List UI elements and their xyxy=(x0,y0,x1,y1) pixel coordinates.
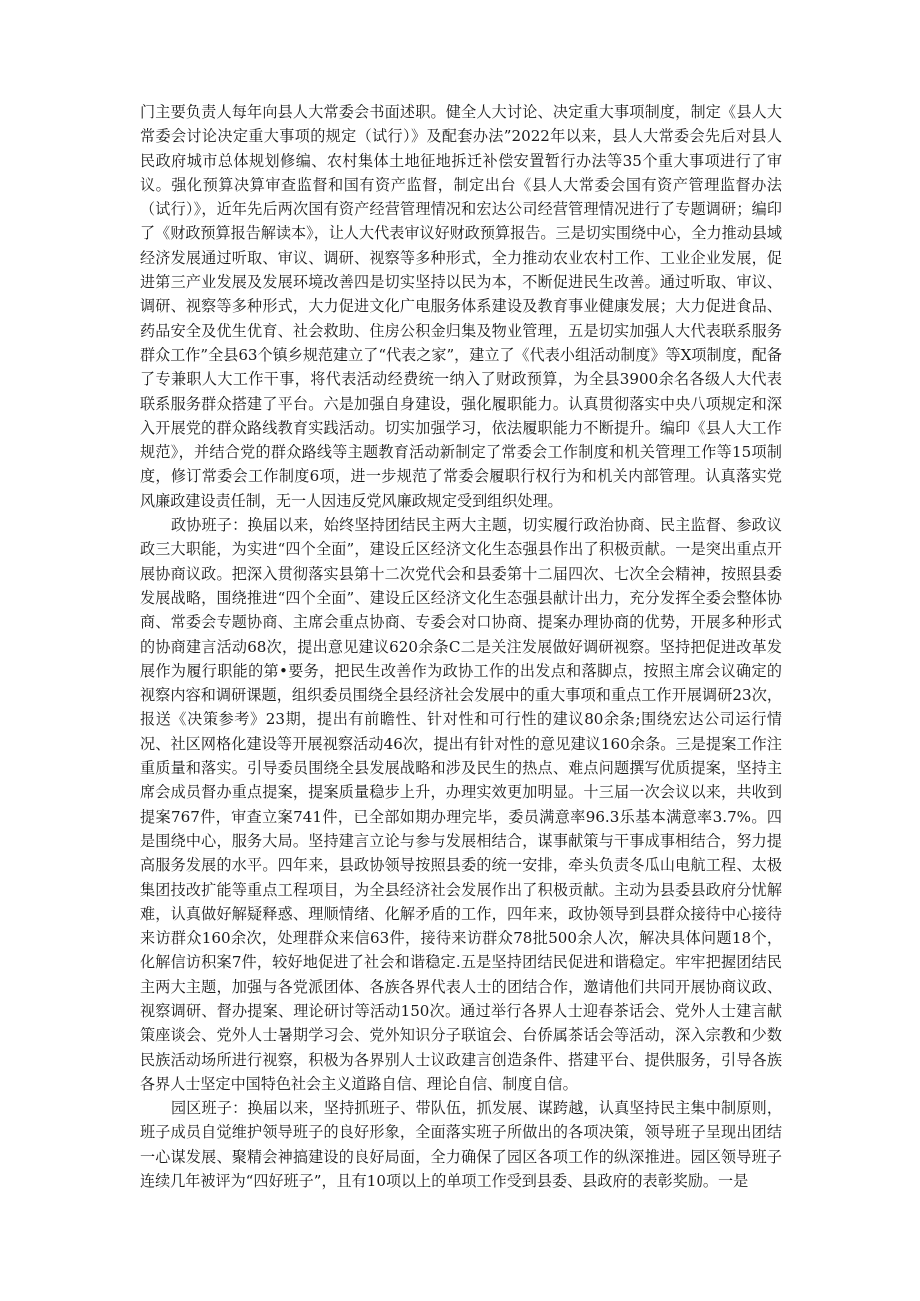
paragraph-cppcc-team: 政协班子：换届以来，始终坚持团结民主两大主题，切实履行政治协商、民主监督、参政议政三大职能，为实进“四个全面”，建设丘区经济文化生态强县作出了积极贡献。一是突出重点开展协商议政。把深入贯彻落实县第十二次党代会和县委第十二届四次、七次全会精神，按照县委发展战略，围绕推进“四个全面”、建设丘区经济文化生态强县献计出力，充分发挥全委会整体协商、常委会专题协商、主席会重点协商、专委会对口协商、提案办理协商的优势，开展多种形式的协商建言活动68次，提出意见建议620余条C二是关注发展做好调研视察。坚持把促进改革发展作为履行职能的第•要务，把民生改善作为政协工作的出发点和落脚点，按照主席会议确定的视察内容和调研课题，组织委员围绕全县经济社会发展中的重大事项和重点工作开展调研23次，报送《决策参考》23期，提出有前瞻性、针对性和可行性的建议80余条;围绕宏达公司运行情况、社区网格化建设等开展视察活动46次，提出有针对性的意见建议160余条。三是提案工作注重质量和落实。引导委员围绕全县发展战略和涉及民生的热点、难点问题撰写优质提案，坚持主席会成员督办重点提案，提案质量稳步上升，办理实效更加明显。十三届一次会议以来，共收到提案767件，审查立案741件，已全部如期办理完毕，委员满意率96.3乐基本满意率3.7%。四是围绕中心，服务大局。坚持建言立论与参与发展相结合，谋事献策与干事成事相结合，努力提高服务发展的水平。四年来，县政协领导按照县委的统一安排，牵头负责冬瓜山电航工程、太极集团技改扩能等重点工程项目，为全县经济社会发展作出了积极贡献。主动为县委县政府分忧解难，认真做好解疑释惑、理顺情绪、化解矛盾的工作，四年来，政协领导到县群众接待中心接待来访群众160余次，处理群众来信63件，接待来访群众78批500余人次，解决具体问题18个，化解信访积案7件，较好地促进了社会和谐稳定.五是坚持团结民促进和谐稳定。牢牢把握团结民主两大主题，加强与各党派团体、各族各界代表人士的团结合作，邀请他们共同开展协商议政、视察调研、督办提案、理论研讨等活动150次。通过举行各界人士迎春茶话会、党外人士建言献策座谈会、党外人士暑期学习会、党外知识分子联谊会、台侨属茶话会等活动，深入宗教和少数民族活动场所进行视察，积极为各界别人士议政建言创造条件、搭建平台、提供服务，引导各族各界人士坚定中国特色社会主义道路自信、理论自信、制度自信。 xyxy=(140,516,783,1093)
paragraph-park-team: 园区班子：换届以来，坚持抓班子、带队伍，抓发展、谋跨越，认真坚持民主集中制原则，班子成员自觉维护领导班子的良好形象，全面落实班子所做出的各项决策，领导班子呈现出团结一心谋发展、聚精会神搞建设的良好局面，全力确保了园区各项工作的纵深推进。园区领导班子连续几年被评为“四好班子”，且有10项以上的单项工作受到县委、县政府的表彰奖励。一是 xyxy=(140,1099,782,1191)
paragraph-npc-committee: 门主要负责人每年向县人大常委会书面述职。健全人大讨论、决定重大事项制度，制定《县人大常委会讨论决定重大事项的规定（试行）》及配套办法”2022年以来，县人大常委会先后对县人民政府城市总体规划修编、农村集体土地征地拆迁补偿安置暂行办法等35个重大事项进行了审议。强化预算决算审查监督和国有资产监督，制定出台《县人大常委会国有资产管理监督办法（试行）》，近年先后两次国有资产经营管理情况和宏达公司经营管理情况进行了专题调研；编印了《财政预算报告解读本》，让人大代表审议好财政预算报告。三是切实围绕中心，全力推动县域经济发展通过听取、审议、调研、视察等多种形式，全力推动农业农村工作、工业企业发展，促进第三产业发展及发展环境改善四是切实坚持以民为本，不断促进民生改善。通过听取、审议、调研、视察等多种形式，大力促进文化广电服务体系建设及教育事业健康发展；大力促进食品、药品安全及优生优育、社会救助、住房公积金归集及物业管理，五是切实加强人大代表联系服务群众工作”全县63个镇乡规范建立了“代表之家”，建立了《代表小组活动制度》等X项制度，配备了专兼职人大工作干事，将代表活动经费统一纳入了财政预算，为全县3900余名各级人大代表联系服务群众搭建了平台。六是加强自身建设，强化履职能力。认真贯彻落实中央八项规定和深入开展党的群众路线教育实践活动。切实加强学习，依法履职能力不断提升。编印《县人大工作规范》，并结合党的群众路线等主题教育活动新制定了常委会工作制度和机关管理工作等15项制度，修订常委会工作制度6项，进一步规范了常委会履职行权行为和机关内部管理。认真落实党风廉政建设责任制，无一人因违反党风廉政规定受到组织处理。 xyxy=(140,103,782,510)
document-body xyxy=(140,100,782,1193)
